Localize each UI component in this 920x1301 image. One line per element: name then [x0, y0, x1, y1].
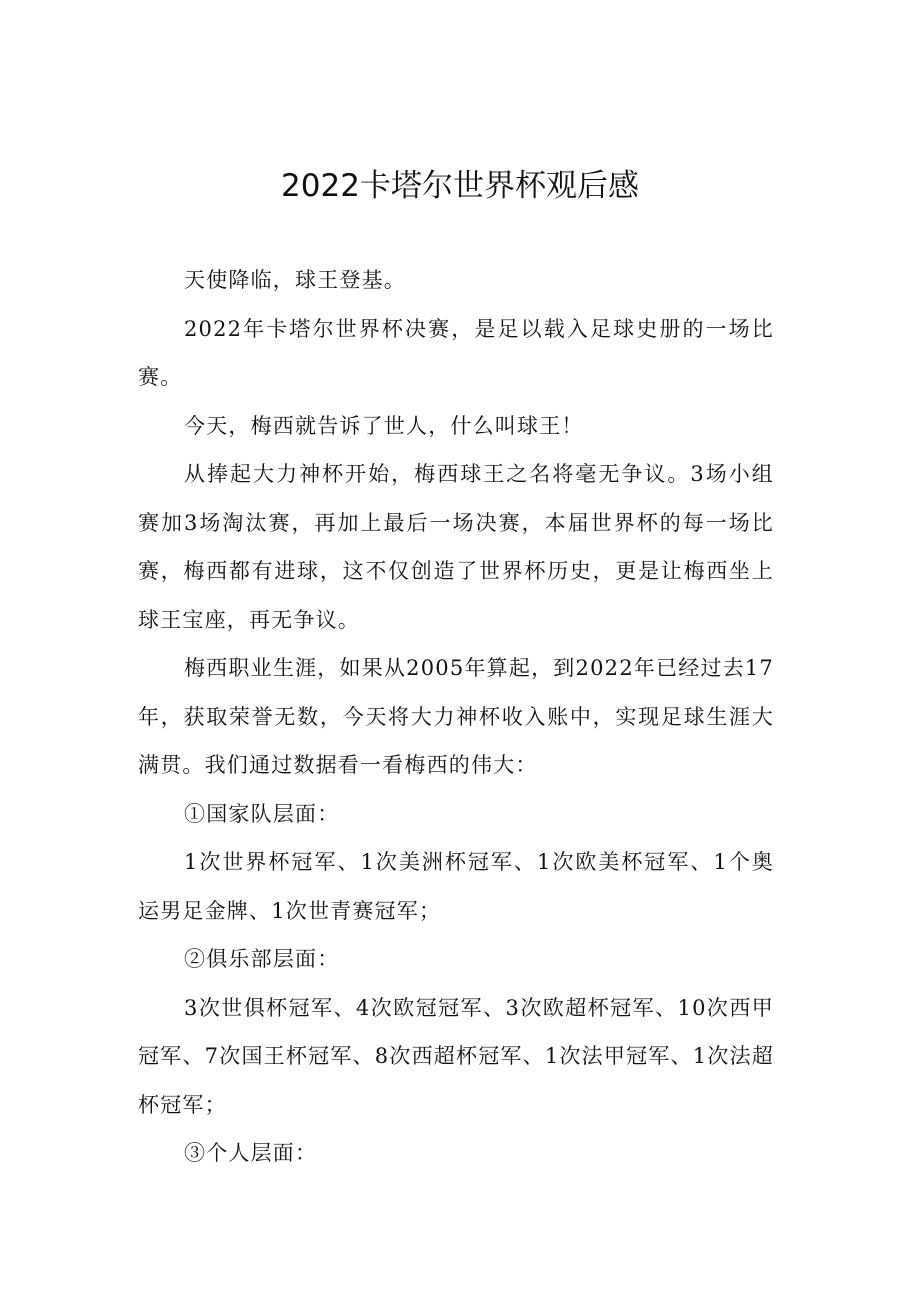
heading-individual: ③个人层面： [184, 1141, 318, 1165]
heading-national-team: ①国家队层面： [184, 801, 340, 826]
document-title: 2022卡塔尔世界杯观后感 [281, 168, 639, 204]
paragraph-career: 梅西职业生涯，如果从2005年算起，到2022年已经过去17年，获取荣誉无数，今天将大力神杯收入账中，实现足球生涯大满贯。我们通过数据看一看梅西的伟大： [138, 656, 774, 777]
paragraph-national-team-honors: 1次世界杯冠军、1次美洲杯冠军、1次欧美杯冠军、1个奥运男足金牌、1次世青赛冠军； [138, 850, 774, 923]
paragraph-world-cup-goals: 从捧起大力神杯开始，梅西球王之名将毫无争议。3场小组赛加3场淘汰赛，再加上最后一场决赛，本届世界杯的每一场比赛，梅西都有进球，这不仅创造了世界杯历史，更是让梅西坐上球王宝座，再无争议。 [138, 462, 774, 632]
paragraph-king-of-football: 今天，梅西就告诉了世人，什么叫球王！ [184, 413, 584, 438]
document-body [138, 256, 774, 1178]
heading-club: ②俱乐部层面： [184, 947, 340, 971]
paragraph-intro: 天使降临，球王登基。 [184, 268, 406, 292]
paragraph-final-match: 2022年卡塔尔世界杯决赛，是足以载入足球史册的一场比赛。 [138, 316, 774, 389]
paragraph-club-honors: 3次世俱杯冠军、4次欧冠冠军、3次欧超杯冠军、10次西甲冠军、7次国王杯冠军、8次西超杯冠军、1次法甲冠军、1次法超杯冠军； [138, 995, 774, 1117]
